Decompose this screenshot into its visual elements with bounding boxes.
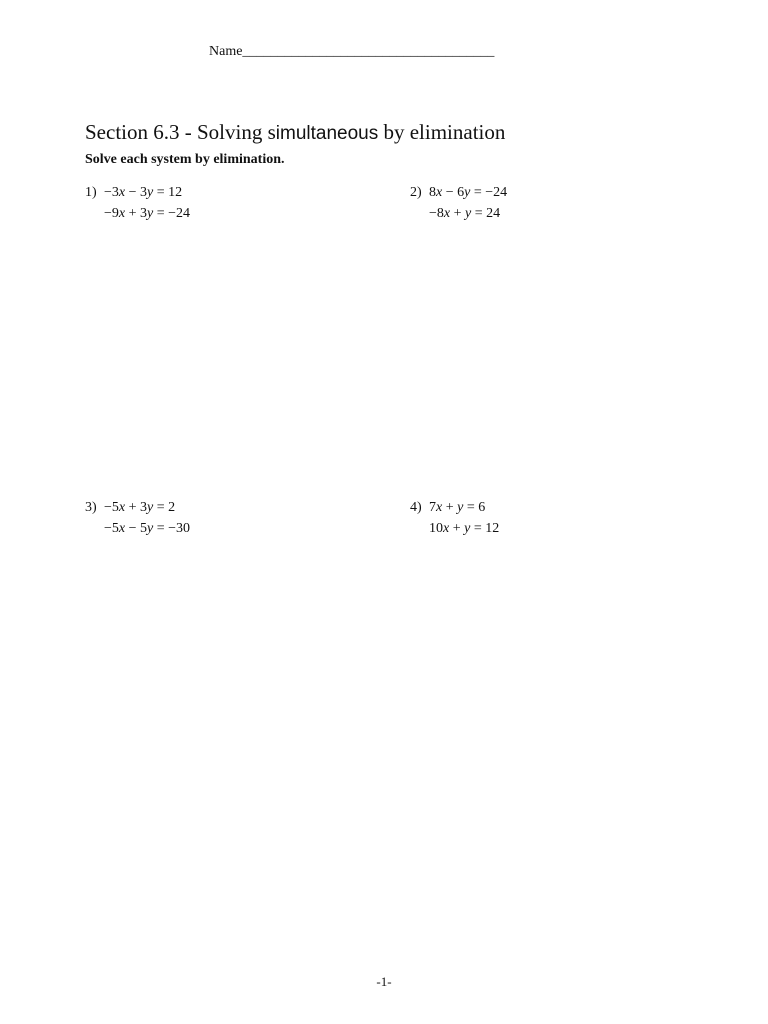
equation-system — [429, 497, 499, 539]
problem-number: 2) — [410, 185, 422, 200]
equation-1: 7x + y = 6 — [429, 500, 486, 515]
equation-system — [104, 497, 190, 539]
equation-1: −5x + 3y = 2 — [104, 500, 176, 515]
equation-system — [104, 182, 190, 224]
equation-2: −5x − 5y = −30 — [104, 521, 191, 536]
page-number: -1- — [376, 974, 392, 989]
equation-1: −3x − 3y = 12 — [104, 185, 183, 200]
equation-1: 8x − 6y = −24 — [429, 185, 508, 200]
equation-2: 10x + y = 12 — [429, 521, 500, 536]
worksheet-title — [85, 120, 505, 145]
instructions: Solve each system by elimination. — [85, 152, 285, 167]
problem-number: 4) — [410, 500, 422, 515]
equation-2: −9x + 3y = −24 — [104, 206, 191, 221]
title-part-1: Section 6.3 - Solving s — [85, 120, 276, 144]
equation-system — [429, 182, 507, 224]
name-field: Name____________________________________ — [209, 44, 495, 59]
title-part-2: imultaneous — [275, 123, 379, 144]
problem-number: 1) — [85, 185, 97, 200]
equation-2: −8x + y = 24 — [429, 206, 501, 221]
problem-number: 3) — [85, 500, 97, 515]
title-part-3: by elimination — [378, 120, 506, 144]
